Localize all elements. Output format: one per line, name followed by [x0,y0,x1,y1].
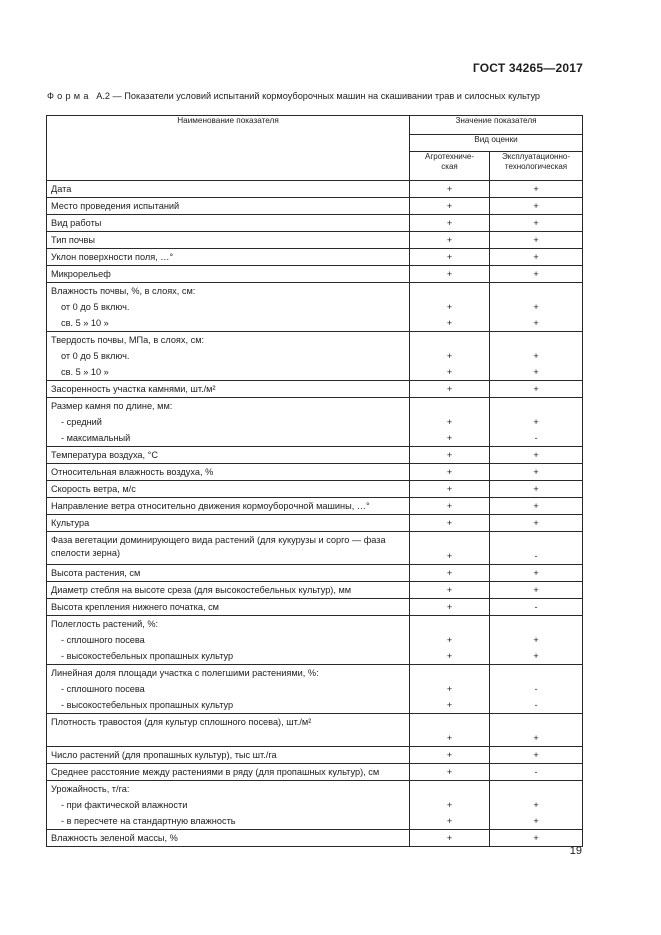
empty-mark [410,665,489,681]
operational-mark-cell [490,181,583,198]
operational-mark: + [533,651,539,661]
agrotechnical-mark: + [446,351,453,361]
indicator-name-cell [47,283,410,332]
sub-indicator-label: св. 5 » 10 » [61,367,109,377]
indicator-label: Скорость ветра, м/с [51,484,136,494]
operational-mark: + [533,816,539,826]
operational-mark: - [534,602,538,612]
operational-mark-cell [490,616,583,665]
agrotechnical-mark-cell [410,198,490,215]
indicator-label: Среднее расстояние между растениями в ряду (для пропашных культур), см [51,767,380,777]
table-row [47,582,583,599]
indicator-label: Микрорельеф [51,269,111,279]
table-row [47,181,583,198]
agrotechnical-mark-cell [410,332,490,381]
table-row [47,283,583,332]
table-row [47,398,583,447]
operational-mark-cell [490,266,583,283]
agrotechnical-mark-cell [410,781,490,830]
table-row [47,481,583,498]
empty-mark [410,616,489,632]
indicator-label: Культура [51,518,90,528]
empty-mark [410,532,489,548]
operational-mark: + [533,351,539,361]
operational-mark: + [533,484,539,494]
agrotechnical-mark: + [446,484,453,494]
sub-indicator-label: - сплошного посева [61,684,145,694]
indicator-name-cell [47,830,410,847]
indicator-name-cell [47,481,410,498]
empty-mark [410,283,489,299]
indicator-label: Направление ветра относительно движения кормоуборочной машины, …° [51,501,370,511]
indicator-name-cell [47,181,410,198]
sub-indicator-label: - высокостебельных пропашных культур [61,700,234,710]
agrotechnical-mark: + [446,700,453,710]
operational-mark: + [533,235,539,245]
indicator-name-cell [47,665,410,714]
agrotechnical-mark: + [446,750,453,760]
indicator-label: Влажность почвы, %, в слоях, см: [51,286,196,296]
indicator-label: Число растений (для пропашных культур), тыс шт./га [51,750,277,760]
table-row [47,232,583,249]
table-row [47,332,583,381]
operational-mark-cell [490,764,583,781]
empty-mark [490,283,582,299]
form-caption [47,91,540,101]
agrotechnical-mark: + [446,602,453,612]
agrotechnical-mark-cell [410,398,490,447]
agrotechnical-mark: + [446,433,453,443]
sub-indicator-label: - в пересчете на стандартную влажность [61,816,236,826]
indicator-name-cell [47,232,410,249]
operational-mark: + [533,417,539,427]
agrotechnical-mark: + [446,684,453,694]
agrotechnical-mark-cell [410,599,490,616]
operational-mark: + [533,201,539,211]
indicator-label: Твердость почвы, МПа, в слоях, см: [51,335,205,345]
agrotechnical-mark: + [446,651,453,661]
operational-mark-cell [490,464,583,481]
operational-mark-cell [490,781,583,830]
operational-mark: + [533,367,539,377]
sub-indicator-label: - сплошного посева [61,635,145,645]
sub-indicator-label: от 0 до 5 включ. [61,351,130,361]
empty-mark [490,665,582,681]
indicator-name-cell [47,599,410,616]
operational-mark-cell [490,283,583,332]
indicator-name-cell [47,515,410,532]
sub-indicator-label: - при фактической влажности [61,800,188,810]
table-row [47,266,583,283]
header-indicator-name: Наименование показателя [47,116,410,181]
table-row [47,764,583,781]
table-row [47,215,583,232]
agrotechnical-mark: + [446,551,453,561]
table-row [47,665,583,714]
table-row [47,447,583,464]
operational-mark: - [534,700,538,710]
agrotechnical-mark-cell [410,515,490,532]
form-word: Форма [47,91,92,101]
indicator-label: Полеглость растений, %: [51,619,159,629]
table-row [47,381,583,398]
empty-mark [410,332,489,348]
indicator-label: Размер камня по длине, мм: [51,401,173,411]
indicator-name-cell [47,198,410,215]
operational-mark-cell [490,532,583,565]
table-row [47,781,583,830]
operational-mark-cell [490,215,583,232]
operational-mark-cell [490,332,583,381]
indicators-table [46,115,583,847]
agrotechnical-mark: + [446,501,453,511]
agrotechnical-mark-cell [410,616,490,665]
empty-mark [490,781,582,797]
indicator-name-cell [47,714,410,747]
operational-mark-cell [490,714,583,747]
agrotechnical-mark: + [446,367,453,377]
indicator-label: Высота растения, см [51,568,141,578]
agrotechnical-mark-cell [410,283,490,332]
agrotechnical-mark: + [446,218,453,228]
indicator-label: Вид работы [51,218,102,228]
agrotechnical-mark: + [446,417,453,427]
operational-mark: + [533,800,539,810]
table-header [47,116,583,181]
agrotechnical-mark: + [446,833,453,843]
agrotechnical-mark: + [446,585,453,595]
operational-mark: - [534,551,538,561]
operational-mark-cell [490,665,583,714]
agrotechnical-mark-cell [410,447,490,464]
indicator-name-cell [47,249,410,266]
agrotechnical-mark-cell [410,830,490,847]
agrotechnical-mark: + [446,384,453,394]
sub-indicator-label: от 0 до 5 включ. [61,302,130,312]
empty-mark [410,714,489,730]
empty-mark [490,714,582,730]
operational-mark-cell [490,481,583,498]
operational-mark: + [533,501,539,511]
indicator-name-cell [47,532,410,565]
indicator-label: Линейная доля площади участка с полегшими растениями, %: [51,668,319,678]
agrotechnical-mark: + [446,467,453,477]
agrotechnical-mark: + [446,184,453,194]
agrotechnical-mark: + [446,318,453,328]
agrotechnical-mark: + [446,518,453,528]
table-row [47,198,583,215]
indicator-label: Засоренность участка камнями, шт./м² [51,384,216,394]
indicator-name-cell [47,215,410,232]
operational-mark-cell [490,747,583,764]
agrotechnical-mark-cell [410,181,490,198]
table-row [47,565,583,582]
page-number: 19 [569,845,582,857]
operational-mark-cell [490,515,583,532]
indicator-name-cell [47,747,410,764]
operational-mark-cell [490,599,583,616]
table-row [47,616,583,665]
table-body [47,181,583,847]
indicator-name-cell [47,332,410,381]
agrotechnical-mark: + [446,252,453,262]
operational-mark: + [533,635,539,645]
indicator-label: Влажность зеленой массы, % [51,833,178,843]
empty-mark [410,398,489,414]
indicator-label: Дата [51,184,72,194]
operational-mark: + [533,384,539,394]
sub-indicator-label: - максимальный [61,433,131,443]
operational-mark: + [533,302,539,312]
operational-mark: - [534,433,538,443]
operational-mark-cell [490,830,583,847]
table-row [47,830,583,847]
indicator-label: Высота крепления нижнего початка, см [51,602,219,612]
empty-mark [410,781,489,797]
indicator-name-cell [47,498,410,515]
operational-mark: + [533,184,539,194]
header-agrotechnical: Агротехниче- ская [410,152,490,181]
operational-mark: + [533,568,539,578]
agrotechnical-mark: + [446,767,453,777]
agrotechnical-mark-cell [410,665,490,714]
agrotechnical-mark: + [446,269,453,279]
agrotechnical-mark: + [446,450,453,460]
operational-mark-cell [490,232,583,249]
operational-mark: + [533,252,539,262]
agrotechnical-mark: + [446,568,453,578]
indicator-label: Фаза вегетации доминирующего вида растений (для кукурузы и сорго — фаза спелости зерна) [51,535,386,558]
indicator-name-cell [47,781,410,830]
agrotechnical-mark-cell [410,381,490,398]
empty-mark [490,532,582,548]
indicator-name-cell [47,764,410,781]
indicator-label: Диаметр стебля на высоте среза (для высокостебельных культур), мм [51,585,352,595]
header-operational: Эксплуатационно- технологическая [490,152,583,181]
sub-indicator-label: св. 5 » 10 » [61,318,109,328]
table-row [47,532,583,565]
empty-mark [490,398,582,414]
header-evaluation-type: Вид оценки [410,135,583,152]
operational-mark-cell [490,582,583,599]
document-id: ГОСТ 34265—2017 [472,61,583,75]
table-row [47,249,583,266]
indicator-name-cell [47,464,410,481]
operational-mark: + [533,750,539,760]
operational-mark: + [533,518,539,528]
indicator-label: Температура воздуха, °С [51,450,158,460]
table-row [47,498,583,515]
operational-mark: + [533,269,539,279]
indicator-name-cell [47,398,410,447]
agrotechnical-mark-cell [410,215,490,232]
indicator-label: Уклон поверхности поля, …° [51,252,174,262]
agrotechnical-mark-cell [410,565,490,582]
agrotechnical-mark-cell [410,714,490,747]
operational-mark: - [534,684,538,694]
agrotechnical-mark-cell [410,249,490,266]
table-row [47,515,583,532]
empty-mark [490,616,582,632]
operational-mark: - [534,767,538,777]
operational-mark-cell [490,498,583,515]
indicator-name-cell [47,266,410,283]
form-caption-text: А.2 — Показатели условий испытаний кормоуборочных машин на скашивании трав и силосных культур [96,91,541,101]
agrotechnical-mark: + [446,800,453,810]
agrotechnical-mark-cell [410,532,490,565]
table-row [47,714,583,747]
table-row [47,747,583,764]
operational-mark: + [533,450,539,460]
operational-mark-cell [490,198,583,215]
indicator-name-cell [47,447,410,464]
agrotechnical-mark: + [446,302,453,312]
agrotechnical-mark: + [446,635,453,645]
agrotechnical-mark-cell [410,232,490,249]
operational-mark: + [533,467,539,477]
operational-mark-cell [490,565,583,582]
agrotechnical-mark: + [446,816,453,826]
indicator-label: Относительная влажность воздуха, % [51,467,214,477]
indicator-name-cell [47,582,410,599]
agrotechnical-mark-cell [410,747,490,764]
table-row [47,599,583,616]
agrotechnical-mark: + [446,201,453,211]
agrotechnical-mark-cell [410,481,490,498]
operational-mark: + [533,733,539,743]
sub-indicator-label: - высокостебельных пропашных культур [61,651,234,661]
operational-mark-cell [490,447,583,464]
indicator-label: Плотность травостоя (для культур сплошного посева), шт./м² [51,717,312,727]
operational-mark: + [533,318,539,328]
operational-mark-cell [490,381,583,398]
agrotechnical-mark: + [446,733,453,743]
table-row [47,464,583,481]
agrotechnical-mark-cell [410,498,490,515]
header-indicator-value: Значение показателя [410,116,583,135]
operational-mark: + [533,218,539,228]
indicator-name-cell [47,616,410,665]
sub-indicator-label: - средний [61,417,102,427]
indicator-label: Место проведения испытаний [51,201,180,211]
indicator-label: Тип почвы [51,235,96,245]
indicator-label: Урожайность, т/га: [51,784,130,794]
agrotechnical-mark-cell [410,464,490,481]
operational-mark: + [533,585,539,595]
agrotechnical-mark-cell [410,764,490,781]
agrotechnical-mark: + [446,235,453,245]
empty-mark [490,332,582,348]
indicator-name-cell [47,565,410,582]
operational-mark: + [533,833,539,843]
agrotechnical-mark-cell [410,582,490,599]
operational-mark-cell [490,249,583,266]
operational-mark-cell [490,398,583,447]
indicator-name-cell [47,381,410,398]
agrotechnical-mark-cell [410,266,490,283]
